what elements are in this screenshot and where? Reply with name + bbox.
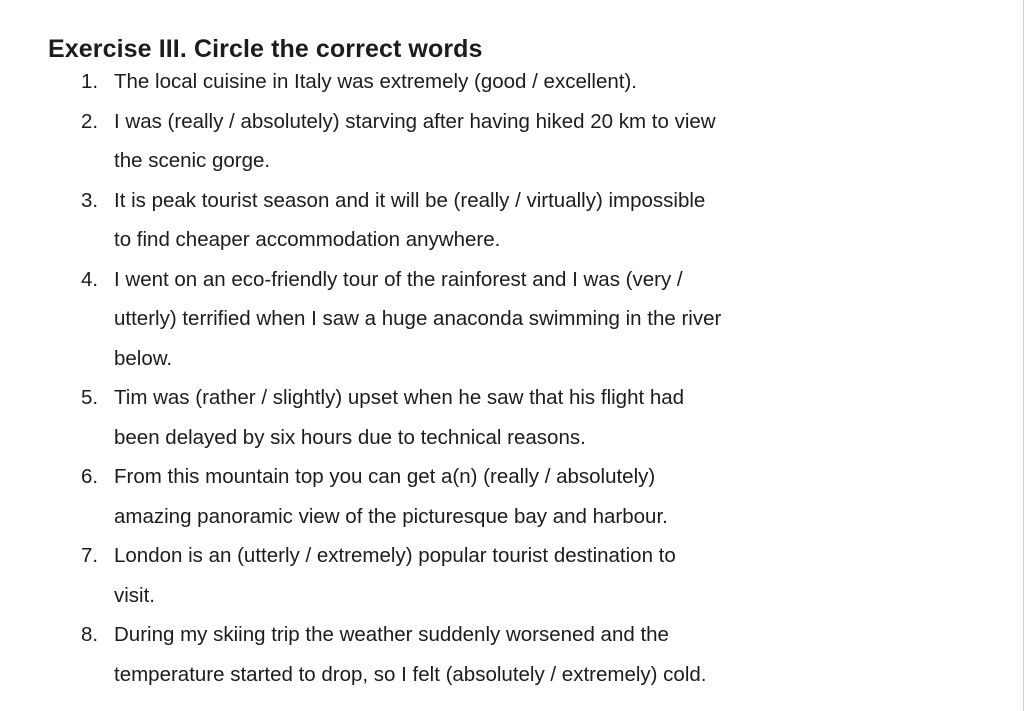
exercise-item-1 <box>0 62 814 102</box>
item-text-line: amazing panoramic view of the picturesque bay and harbour. <box>114 504 668 528</box>
exercise-item-8 <box>0 615 814 694</box>
exercise-list <box>0 62 814 694</box>
item-text-line: It is peak tourist season and it will be (really / virtually) impossible <box>114 188 706 212</box>
item-text-line: Tim was (rather / slightly) upset when he saw that his flight had <box>114 386 685 409</box>
item-text-line: below. <box>114 346 173 370</box>
item-number: 4. <box>81 267 99 291</box>
exercise-item-2 <box>0 102 814 181</box>
item-text-line: temperature started to drop, so I felt (absolutely / extremely) cold. <box>114 662 707 686</box>
item-number: 3. <box>81 188 99 212</box>
item-number: 5. <box>81 386 99 409</box>
exercise-item-7 <box>0 536 814 615</box>
item-text-line: The local cuisine in Italy was extremely (good / excellent). <box>114 70 637 93</box>
item-text-line: the scenic gorge. <box>114 149 271 172</box>
item-number: 7. <box>81 544 99 567</box>
item-number: 2. <box>81 109 99 133</box>
item-text-line: From this mountain top you can get a(n) (really / absolutely) <box>114 465 656 488</box>
exercise-item-4 <box>0 260 814 379</box>
exercise-item-3 <box>0 181 814 260</box>
item-number: 6. <box>81 465 99 488</box>
exercise-item-5 <box>0 378 814 457</box>
item-text-line: During my skiing trip the weather suddenly worsened and the <box>114 623 669 646</box>
item-text-line: I was (really / absolutely) starving after having hiked 20 km to view <box>114 109 716 133</box>
item-number: 8. <box>81 623 99 646</box>
item-number: 1. <box>81 70 99 93</box>
exercise-title: Exercise III. Circle the correct words <box>48 35 483 63</box>
item-text-line: London is an (utterly / extremely) popular tourist destination to <box>114 544 676 567</box>
item-text-line: I went on an eco-friendly tour of the rainforest and I was (very / <box>114 267 683 291</box>
item-text-line: utterly) terrified when I saw a huge anaconda swimming in the river <box>114 307 722 330</box>
item-text-line: been delayed by six hours due to technical reasons. <box>114 425 586 449</box>
item-text-line: visit. <box>114 583 155 607</box>
exercise-item-6 <box>0 457 814 536</box>
item-text-line: to find cheaper accommodation anywhere. <box>114 228 501 251</box>
